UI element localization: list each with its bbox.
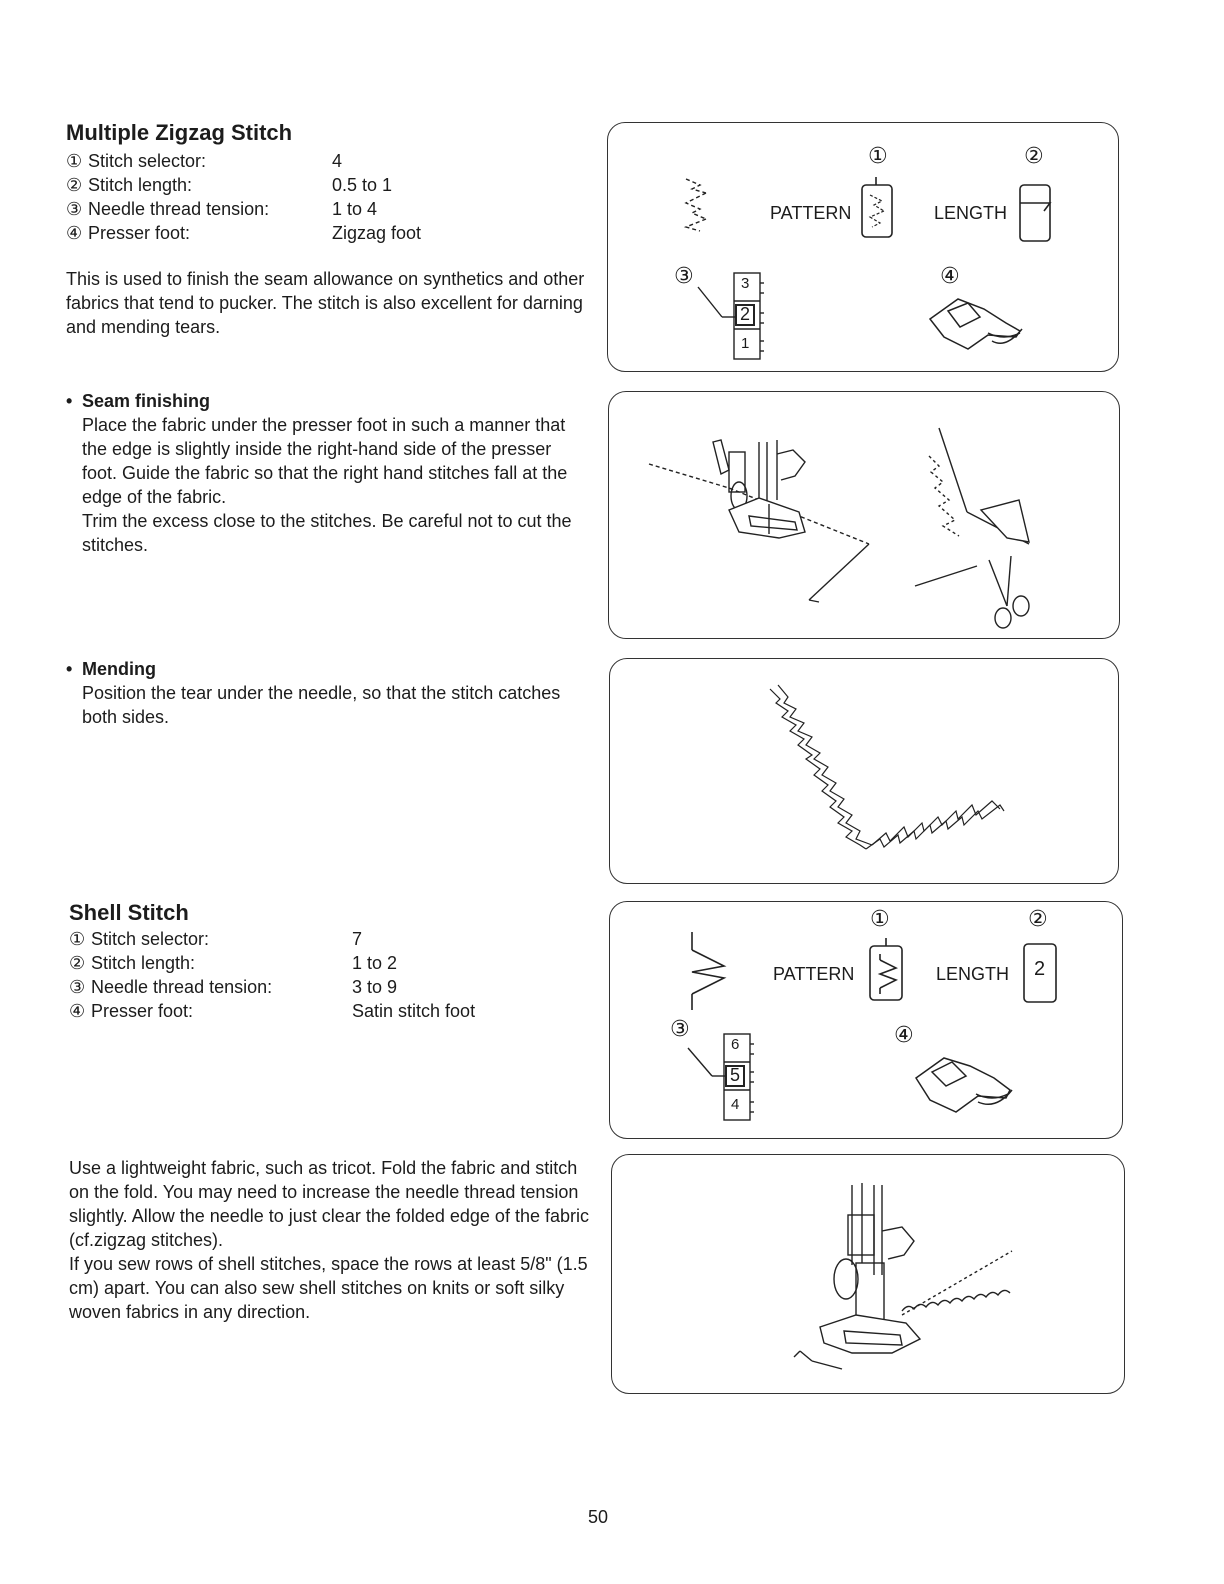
shell-stitch-line <box>794 1251 1012 1369</box>
bullet-icon: • <box>66 391 73 411</box>
multiple-zigzag-symbol-icon <box>686 179 706 231</box>
setting-number: ③ <box>66 199 83 219</box>
seam-finishing-art <box>609 392 1121 640</box>
tension-dial-icon <box>698 273 764 359</box>
shell-stitch-text-2: If you sew rows of shell stitches, space the rows at least 5/8" (1.5 cm) apart. You can also sew shell stitches on knits or soft silky woven fabrics in any direction. <box>69 1254 588 1322</box>
setting-row <box>66 173 421 197</box>
callout-3: ③ <box>670 1016 690 1041</box>
setting-label: Stitch selector: <box>88 151 207 171</box>
setting-number: ③ <box>69 977 86 997</box>
tension-dial-icon <box>688 1034 754 1120</box>
zigzag-stitches <box>929 456 959 536</box>
shell-stitch-description <box>69 1156 589 1324</box>
setting-row <box>69 927 475 951</box>
callout-1: ① <box>870 906 890 931</box>
setting-number: ② <box>66 175 83 195</box>
length-dial-icon <box>1020 185 1050 241</box>
multiple-zigzag-settings <box>66 149 421 245</box>
mending-text: Position the tear under the needle, so that the stitch catches both sides. <box>82 683 561 727</box>
seam-finishing-section <box>66 389 586 557</box>
setting-row <box>66 149 421 173</box>
multiple-zigzag-description: This is used to finish the seam allowance on synthetics and other fabrics that tend to pucker. The stitch is also excellent for darning and mending tears. <box>66 269 585 337</box>
setting-label: Needle thread tension: <box>91 977 273 997</box>
setting-row <box>69 951 475 975</box>
setting-value: Zigzag foot <box>332 223 422 243</box>
setting-number: ① <box>66 151 83 171</box>
pattern-label: PATTERN <box>770 203 852 223</box>
setting-value: 1 to 2 <box>352 953 398 973</box>
tension-dial-value-bottom: 1 <box>741 335 750 352</box>
callout-2: ② <box>1028 906 1048 931</box>
seam-finishing-illustration <box>608 391 1120 639</box>
callout-1: ① <box>868 143 888 168</box>
fabric-fold-line <box>939 428 967 512</box>
seam-finishing-text-2: Trim the excess close to the stitches. Be careful not to cut the stitches. <box>82 511 572 555</box>
callout-2: ② <box>1024 143 1044 168</box>
section-title-shell-stitch: Shell Stitch <box>69 900 189 925</box>
page-number: 50 <box>588 1507 609 1527</box>
length-label: LENGTH <box>934 203 1008 223</box>
setting-value: 7 <box>352 929 363 949</box>
shell-stitch-settings-diagram <box>609 901 1123 1139</box>
setting-value: Satin stitch foot <box>352 1001 476 1021</box>
pattern-selector-icon <box>870 938 902 1000</box>
setting-row <box>69 975 475 999</box>
bullet-icon: • <box>66 659 73 679</box>
callout-3: ③ <box>674 263 694 288</box>
shell-stitch-symbol-icon <box>692 932 724 1010</box>
setting-label: Presser foot: <box>91 1001 194 1021</box>
pattern-label: PATTERN <box>773 964 855 984</box>
tension-dial-value-bottom: 4 <box>731 1096 740 1113</box>
setting-row <box>66 197 421 221</box>
setting-number: ② <box>69 953 86 973</box>
tension-dial-value-top: 6 <box>731 1036 740 1053</box>
length-value: 2 <box>1034 958 1046 980</box>
setting-row <box>69 999 475 1023</box>
mending-section <box>66 657 566 729</box>
mended-tear-stitches <box>770 685 1004 849</box>
setting-label: Stitch length: <box>88 175 193 195</box>
satin-presser-foot-icon <box>916 1058 1012 1112</box>
setting-value: 4 <box>332 151 343 171</box>
shell-stitch-text: Use a lightweight fabric, such as tricot. Fold the fabric and stitch on the fold. You may need to increase the needle thread tension slightly. Allow the needle to just clear the folded edge of the fabric (cf.zigzag stitches). <box>69 1158 589 1250</box>
shell-sewing-art <box>612 1155 1126 1395</box>
length-label: LENGTH <box>936 964 1010 984</box>
mending-title: • Mending <box>66 659 156 679</box>
seam-finishing-title: • Seam finishing <box>66 391 211 411</box>
zigzag-presser-foot-icon <box>930 299 1022 349</box>
setting-value: 3 to 9 <box>352 977 398 997</box>
setting-label: Needle thread tension: <box>88 199 270 219</box>
setting-row <box>66 221 421 245</box>
setting-number: ④ <box>69 1001 86 1021</box>
setting-number: ① <box>69 929 86 949</box>
setting-number: ④ <box>66 223 83 243</box>
seam-finishing-text: Place the fabric under the presser foot in such a manner that the edge is slightly inside the right-hand side of the presser foot. Guide the fabric so that the right hand stitches fall at the edge of the fabric. <box>82 415 568 507</box>
setting-label: Presser foot: <box>88 223 191 243</box>
multiple-zigzag-settings-diagram <box>607 122 1119 372</box>
setting-value: 0.5 to 1 <box>332 175 393 195</box>
presser-foot-icon <box>713 440 805 538</box>
setting-label: Stitch length: <box>91 953 196 973</box>
setting-value: 1 to 4 <box>332 199 378 219</box>
mending-art <box>610 659 1120 885</box>
pattern-selector-icon <box>862 177 892 237</box>
scissors-icon <box>989 556 1029 628</box>
tension-dial-value-selected: 2 <box>740 304 751 324</box>
callout-4: ④ <box>894 1022 914 1047</box>
tension-dial-value-selected: 5 <box>730 1065 741 1085</box>
setting-label: Stitch selector: <box>91 929 210 949</box>
mending-illustration <box>609 658 1119 884</box>
shell-stitch-illustration <box>611 1154 1125 1394</box>
shell-stitch-settings <box>69 927 475 1023</box>
presser-foot-icon <box>820 1183 920 1353</box>
section-title-multiple-zigzag: Multiple Zigzag Stitch <box>66 120 293 145</box>
callout-4: ④ <box>940 263 960 288</box>
tension-dial-value-top: 3 <box>741 275 750 292</box>
